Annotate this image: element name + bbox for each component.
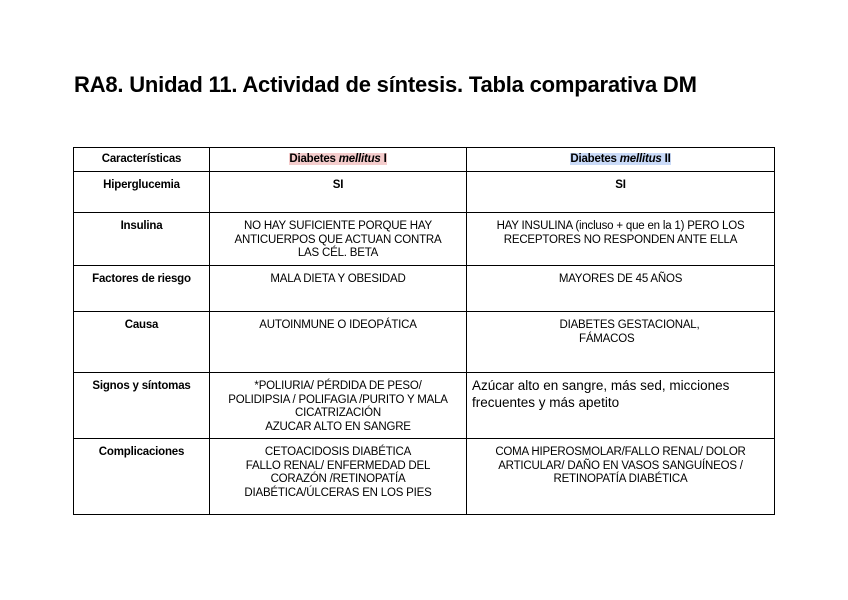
cell-line: AUTOINMUNE O IDEOPÁTICA bbox=[259, 319, 417, 331]
dm1-cell bbox=[210, 312, 467, 373]
cell-line: ANTICUERPOS QUE ACTUAN CONTRA bbox=[234, 233, 442, 246]
table-row-hiperglucemia bbox=[74, 172, 775, 213]
page-title: RA8. Unidad 11. Actividad de síntesis. Tabla comparativa DM bbox=[74, 72, 697, 97]
highlight-dm2 bbox=[570, 153, 670, 165]
cell-line: Azúcar alto en sangre, más sed, micciones bbox=[472, 378, 730, 393]
cell-line: MALA DIETA Y OBESIDAD bbox=[270, 273, 406, 285]
header-diabetes-type-1 bbox=[210, 148, 467, 172]
dm2-cell bbox=[467, 439, 775, 515]
cell-line: CORAZÓN /RETINOPATÍA bbox=[270, 473, 406, 485]
header-diabetes-type-2 bbox=[467, 148, 775, 172]
table-row-complicaciones bbox=[74, 439, 775, 515]
row-label: Causa bbox=[74, 312, 210, 373]
comparison-table bbox=[73, 147, 775, 515]
cell-line: RECEPTORES NO RESPONDEN ANTE ELLA bbox=[503, 233, 738, 246]
header-dm1-suffix: I bbox=[380, 153, 387, 165]
cell-line: POLIDIPSIA / POLIFAGIA /PURITO Y MALA bbox=[228, 393, 448, 406]
header-characteristics: Características bbox=[74, 148, 210, 172]
header-dm2-italic: mellitus bbox=[619, 153, 662, 165]
row-label: Factores de riesgo bbox=[74, 266, 210, 312]
cell-line: CETOACIDOSIS DIABÉTICA bbox=[264, 446, 412, 458]
dm1-cell bbox=[210, 213, 467, 266]
header-dm2-prefix: Diabetes bbox=[570, 153, 620, 165]
table-row-signos-y-sintomas bbox=[74, 373, 775, 439]
dm2-cell bbox=[467, 312, 775, 373]
dm1-cell bbox=[210, 266, 467, 312]
table-row-causa bbox=[74, 312, 775, 373]
cell-line: ARTICULAR/ DAÑO EN VASOS SANGUÍNEOS / bbox=[498, 459, 743, 472]
table-row-insulina bbox=[74, 213, 775, 266]
cell-line: FALLO RENAL/ ENFERMEDAD DEL bbox=[245, 459, 431, 472]
dm2-cell bbox=[467, 172, 775, 213]
cell-line: COMA HIPEROSMOLAR/FALLO RENAL/ DOLOR bbox=[495, 446, 746, 458]
cell-line: SI bbox=[615, 179, 626, 191]
dm2-cell bbox=[467, 266, 775, 312]
header-dm1-prefix: Diabetes bbox=[289, 153, 339, 165]
cell-line: *POLIURIA/ PÉRDIDA DE PESO/ bbox=[254, 380, 422, 392]
row-label: Insulina bbox=[74, 213, 210, 266]
header-dm2-suffix: II bbox=[661, 153, 671, 165]
row-label: Hiperglucemia bbox=[74, 172, 210, 213]
cell-line: CICATRIZACIÓN bbox=[295, 407, 381, 419]
dm1-cell bbox=[210, 439, 467, 515]
cell-line: MAYORES DE 45 AÑOS bbox=[558, 273, 683, 285]
row-label: Signos y síntomas bbox=[74, 373, 210, 439]
header-dm1-italic: mellitus bbox=[338, 153, 381, 165]
cell-line: FÁMACOS bbox=[579, 332, 635, 345]
dm2-cell bbox=[467, 373, 775, 439]
table-row-factores-de-riesgo bbox=[74, 266, 775, 312]
cell-line: HAY INSULINA (incluso + que en la 1) PERO LOS bbox=[496, 220, 745, 232]
cell-line: LAS CÉL. BETA bbox=[297, 247, 379, 259]
cell-line: SI bbox=[332, 179, 344, 191]
cell-line: AZUCAR ALTO EN SANGRE bbox=[265, 420, 411, 433]
dm1-cell bbox=[210, 373, 467, 439]
cell-line: NO HAY SUFICIENTE PORQUE HAY bbox=[243, 220, 432, 232]
cell-line: frecuentes y más apetito bbox=[472, 395, 620, 410]
highlight-dm1 bbox=[289, 153, 386, 165]
cell-line: DIABÉTICA/ÚLCERAS EN LOS PIES bbox=[244, 486, 432, 499]
dm1-cell bbox=[210, 172, 467, 213]
cell-line: DIABETES GESTACIONAL, bbox=[559, 319, 700, 331]
table-header-row bbox=[74, 148, 775, 172]
cell-line: RETINOPATÍA DIABÉTICA bbox=[553, 473, 688, 485]
dm2-cell bbox=[467, 213, 775, 266]
row-label: Complicaciones bbox=[74, 439, 210, 515]
